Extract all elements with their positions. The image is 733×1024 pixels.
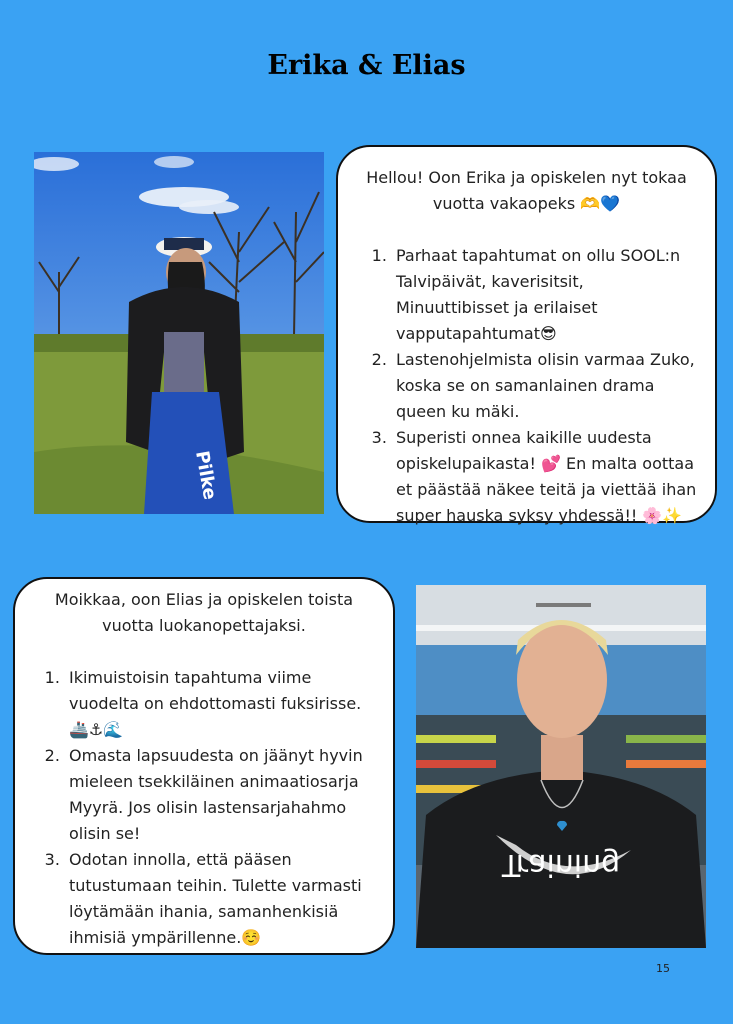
elias-bubble	[13, 577, 395, 955]
elias-answers	[33, 665, 375, 951]
list-item: 1. Ikimuistoisin tapahtuma viime vuodelta on ehdottomasti fuksirisse. 🚢⚓🌊	[65, 665, 375, 743]
list-item: 2. Lastenohjelmista olisin varmaa Zuko, koska se on samanlainen drama queen ku mäki.	[392, 347, 697, 425]
erika-answers	[356, 243, 697, 529]
list-item: 3. Superisti onnea kaikille uudesta opiskelupaikasta! 💕 En malta oottaa et päästää näkee teitä ja viettää ihan super hauska syksy yhdessä!! 🌸✨	[392, 425, 697, 529]
hat-badge-text: Pilke	[191, 449, 221, 502]
list-item: 3. Odotan innolla, että pääsen tutustumaan teihin. Tulette varmasti löytämään ihania, samanhenkisiä ihmisiä ympärillenne.☺️	[65, 847, 375, 951]
erika-photo	[34, 152, 324, 514]
elias-photo	[416, 585, 706, 948]
page-title: Erika & Elias	[267, 50, 466, 81]
elias-intro: Moikkaa, oon Elias ja opiskelen toista vuotta luokanopettajaksi.	[54, 590, 354, 635]
list-item: 2. Omasta lapsuudesta on jäänyt hyvin mieleen tsekkiläinen animaatiosarja Myyrä. Jos olisin lastensarjahahmo olisin se!	[65, 743, 375, 847]
shirt-text: Training	[501, 847, 621, 882]
erika-intro: Hellou! Oon Erika ja opiskelen nyt tokaa vuotta vakaopeks 🫶💙	[366, 168, 687, 213]
erika-bubble	[336, 145, 717, 523]
list-item: 1. Parhaat tapahtumat on ollu SOOL:n Talvipäivät, kaverisitsit, Minuuttibisset ja erilaiset vapputapahtumat😎	[392, 243, 697, 347]
page-number: 15	[656, 962, 670, 975]
